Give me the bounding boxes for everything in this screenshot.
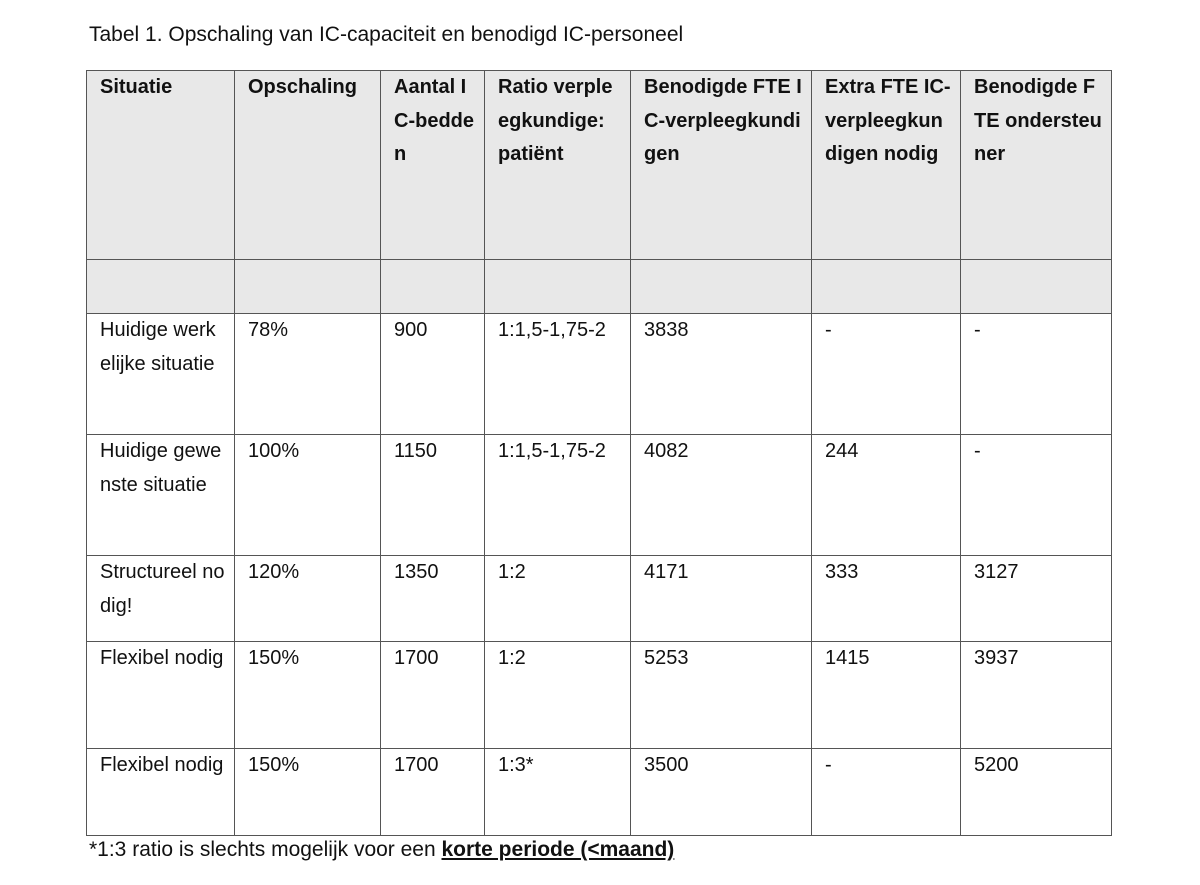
data-table xyxy=(86,70,1112,836)
cell-fte-ondersteuner: - xyxy=(961,314,1112,435)
cell-situatie: Flexibel nodig xyxy=(87,642,235,749)
empty-header-row xyxy=(87,260,1112,314)
table-footnote xyxy=(89,835,674,865)
empty-cell xyxy=(961,260,1112,314)
cell-aantal-bedden: 1150 xyxy=(381,435,485,556)
cell-extra-fte: 333 xyxy=(812,556,961,642)
cell-opschaling: 150% xyxy=(235,642,381,749)
empty-cell xyxy=(381,260,485,314)
table-row xyxy=(87,314,1112,435)
cell-benodigde-fte: 3500 xyxy=(631,749,812,836)
cell-benodigde-fte: 3838 xyxy=(631,314,812,435)
empty-cell xyxy=(812,260,961,314)
cell-benodigde-fte: 4082 xyxy=(631,435,812,556)
cell-extra-fte: 244 xyxy=(812,435,961,556)
cell-benodigde-fte: 5253 xyxy=(631,642,812,749)
cell-opschaling: 78% xyxy=(235,314,381,435)
cell-ratio: 1:1,5-1,75-2 xyxy=(485,314,631,435)
cell-situatie: Huidige werkelijke situatie xyxy=(87,314,235,435)
table-row xyxy=(87,556,1112,642)
cell-situatie: Flexibel nodig xyxy=(87,749,235,836)
cell-situatie: Huidige gewenste situatie xyxy=(87,435,235,556)
cell-fte-ondersteuner: 5200 xyxy=(961,749,1112,836)
cell-aantal-bedden: 1700 xyxy=(381,642,485,749)
cell-aantal-bedden: 1350 xyxy=(381,556,485,642)
column-header-extra-fte: Extra FTE IC-verpleegkundigen nodig xyxy=(812,71,961,260)
column-header-benodigde-fte-ic: Benodigde FTE IC-verpleegkundigen xyxy=(631,71,812,260)
column-header-opschaling: Opschaling xyxy=(235,71,381,260)
column-header-benodigde-fte-ondersteuner: Benodigde FTE ondersteuner xyxy=(961,71,1112,260)
cell-ratio: 1:3* xyxy=(485,749,631,836)
cell-fte-ondersteuner: 3127 xyxy=(961,556,1112,642)
cell-opschaling: 120% xyxy=(235,556,381,642)
empty-cell xyxy=(485,260,631,314)
cell-fte-ondersteuner: - xyxy=(961,435,1112,556)
header-row xyxy=(87,71,1112,260)
empty-cell xyxy=(235,260,381,314)
cell-aantal-bedden: 900 xyxy=(381,314,485,435)
cell-situatie: Structureel nodig! xyxy=(87,556,235,642)
cell-fte-ondersteuner: 3937 xyxy=(961,642,1112,749)
column-header-situatie: Situatie xyxy=(87,71,235,260)
cell-opschaling: 150% xyxy=(235,749,381,836)
table-row xyxy=(87,642,1112,749)
cell-extra-fte: - xyxy=(812,749,961,836)
empty-cell xyxy=(87,260,235,314)
column-header-aantal-ic-bedden: Aantal IC-bedden xyxy=(381,71,485,260)
footnote-emphasis: korte periode (<maand) xyxy=(441,838,675,861)
cell-ratio: 1:1,5-1,75-2 xyxy=(485,435,631,556)
cell-aantal-bedden: 1700 xyxy=(381,749,485,836)
cell-extra-fte: 1415 xyxy=(812,642,961,749)
cell-ratio: 1:2 xyxy=(485,556,631,642)
table-row xyxy=(87,435,1112,556)
footnote-text: *1:3 ratio is slechts mogelijk voor een xyxy=(89,838,442,861)
column-header-ratio: Ratio verpleegkundige: patiënt xyxy=(485,71,631,260)
empty-cell xyxy=(631,260,812,314)
cell-benodigde-fte: 4171 xyxy=(631,556,812,642)
cell-ratio: 1:2 xyxy=(485,642,631,749)
cell-extra-fte: - xyxy=(812,314,961,435)
cell-opschaling: 100% xyxy=(235,435,381,556)
table-row xyxy=(87,749,1112,836)
table-caption: Tabel 1. Opschaling van IC-capaciteit en benodigd IC-personeel xyxy=(89,23,684,46)
